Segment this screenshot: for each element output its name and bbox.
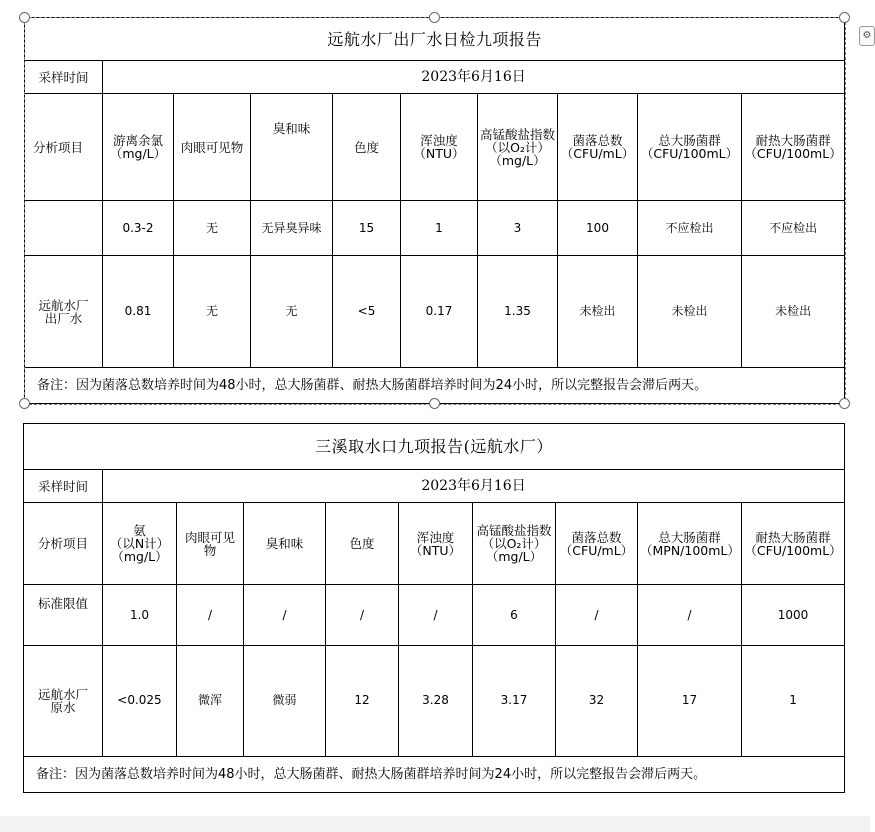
table-cell[interactable]: 无 xyxy=(251,256,333,368)
report-table-2 xyxy=(23,423,845,793)
table-cell[interactable]: 无 xyxy=(174,256,251,368)
header-cell[interactable]: 高锰酸盐指数 （以O₂计） （mg/L） xyxy=(478,94,558,201)
header-cell[interactable]: 游离余氯 （mg/L） xyxy=(103,94,174,201)
sample-row xyxy=(24,645,845,756)
table-cell[interactable]: 32 xyxy=(556,645,638,756)
table-cell[interactable]: 未检出 xyxy=(638,256,742,368)
note-text[interactable]: 备注：因为菌落总数培养时间为48小时，总大肠菌群、耐热大肠菌群培养时间为24小时，所以完整报告会滞后两天。 xyxy=(25,368,845,404)
header-cell[interactable]: 菌落总数 （CFU/mL） xyxy=(556,503,638,585)
header-cell[interactable]: 浑浊度 （NTU） xyxy=(401,94,478,201)
sample-label[interactable]: 远航水厂 原水 xyxy=(24,645,103,756)
table-cell[interactable]: 15 xyxy=(333,201,401,256)
header-cell[interactable]: 耐热大肠菌群 （CFU/100mL） xyxy=(742,94,845,201)
table-cell[interactable]: 不应检出 xyxy=(742,201,845,256)
table-cell[interactable]: <5 xyxy=(333,256,401,368)
header-cell[interactable]: 肉眼可见物 xyxy=(177,503,244,585)
table-cell[interactable]: 无异臭异味 xyxy=(251,201,333,256)
header-cell[interactable]: 肉眼可见物 xyxy=(174,94,251,201)
sampling-time-label[interactable]: 采样时间 xyxy=(24,470,103,503)
table-cell[interactable]: 1 xyxy=(742,645,845,756)
layout-options-icon[interactable]: ⚙ xyxy=(859,26,875,46)
table-cell[interactable]: / xyxy=(244,585,326,645)
standard-row xyxy=(25,201,845,256)
header-cell[interactable]: 臭和味 xyxy=(244,503,326,585)
table-cell[interactable]: / xyxy=(638,585,742,645)
resize-handle-top[interactable] xyxy=(429,12,440,23)
table-cell[interactable]: 未检出 xyxy=(558,256,638,368)
resize-handle-bottom[interactable] xyxy=(429,398,440,409)
report-title[interactable]: 三溪取水口九项报告(远航水厂） xyxy=(24,424,845,470)
resize-handle-top-right[interactable] xyxy=(839,12,850,23)
header-cell[interactable]: 总大肠菌群 （CFU/100mL） xyxy=(638,94,742,201)
table-cell[interactable]: 3.28 xyxy=(399,645,473,756)
standard-label[interactable]: 标准限值 xyxy=(24,585,103,645)
table-cell[interactable]: 17 xyxy=(638,645,742,756)
table-cell[interactable]: 微浑 xyxy=(177,645,244,756)
analysis-item-label[interactable]: 分析项目 xyxy=(24,503,103,585)
table-cell[interactable]: 不应检出 xyxy=(638,201,742,256)
sampling-date[interactable]: 2023年6月16日 xyxy=(103,470,845,503)
table-cell[interactable]: 1 xyxy=(401,201,478,256)
note-text[interactable]: 备注：因为菌落总数培养时间为48小时，总大肠菌群、耐热大肠菌群培养时间为24小时，所以完整报告会滞后两天。 xyxy=(24,756,845,792)
header-cell[interactable]: 高锰酸盐指数 （以O₂计） （mg/L） xyxy=(473,503,556,585)
resize-handle-bottom-right[interactable] xyxy=(839,398,850,409)
table-cell[interactable]: 3.17 xyxy=(473,645,556,756)
report-title[interactable]: 远航水厂出厂水日检九项报告 xyxy=(25,18,845,61)
table-cell[interactable]: 0.81 xyxy=(103,256,174,368)
resize-handle-top-left[interactable] xyxy=(19,12,30,23)
analysis-item-label[interactable]: 分析项目 xyxy=(25,94,103,201)
header-cell[interactable]: 浑浊度 （NTU） xyxy=(399,503,473,585)
table-cell[interactable]: 无 xyxy=(174,201,251,256)
table-cell[interactable]: 1.0 xyxy=(103,585,177,645)
sampling-time-label[interactable]: 采样时间 xyxy=(25,61,103,94)
table-cell[interactable]: 6 xyxy=(473,585,556,645)
report-table-1 xyxy=(24,17,845,404)
header-cell[interactable]: 菌落总数 （CFU/mL） xyxy=(558,94,638,201)
page-bottom-bar xyxy=(0,816,870,832)
sample-row xyxy=(25,256,845,368)
table-cell[interactable]: / xyxy=(556,585,638,645)
sampling-date[interactable]: 2023年6月16日 xyxy=(103,61,845,94)
header-cell[interactable]: 总大肠菌群 （MPN/100mL） xyxy=(638,503,742,585)
header-cell[interactable]: 氨 （以N计） （mg/L） xyxy=(103,503,177,585)
header-row xyxy=(24,503,845,585)
standard-row xyxy=(24,585,845,645)
table-cell[interactable]: / xyxy=(326,585,399,645)
table-cell[interactable]: 0.17 xyxy=(401,256,478,368)
sample-label[interactable]: 远航水厂 出厂水 xyxy=(25,256,103,368)
table-cell[interactable]: / xyxy=(399,585,473,645)
header-row xyxy=(25,94,845,201)
table-cell[interactable]: 12 xyxy=(326,645,399,756)
standard-label[interactable] xyxy=(25,201,103,256)
table-cell[interactable]: 1.35 xyxy=(478,256,558,368)
table-cell[interactable]: / xyxy=(177,585,244,645)
resize-handle-bottom-left[interactable] xyxy=(19,398,30,409)
table-cell[interactable]: 3 xyxy=(478,201,558,256)
table-cell[interactable]: 微弱 xyxy=(244,645,326,756)
header-cell[interactable]: 臭和味 xyxy=(251,94,333,201)
header-cell[interactable]: 耐热大肠菌群 （CFU/100mL） xyxy=(742,503,845,585)
table-cell[interactable]: 未检出 xyxy=(742,256,845,368)
header-cell[interactable]: 色度 xyxy=(333,94,401,201)
table-cell[interactable]: 100 xyxy=(558,201,638,256)
table-cell[interactable]: 1000 xyxy=(742,585,845,645)
header-cell[interactable]: 色度 xyxy=(326,503,399,585)
table-cell[interactable]: <0.025 xyxy=(103,645,177,756)
table-cell[interactable]: 0.3-2 xyxy=(103,201,174,256)
